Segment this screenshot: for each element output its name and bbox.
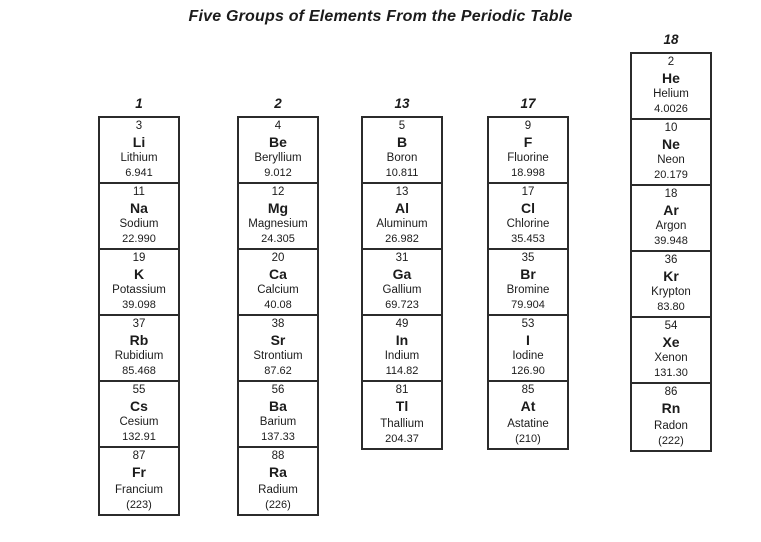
element-cell [363,382,441,448]
element-name: Francium [115,483,163,496]
atomic-number: 87 [132,450,146,462]
element-name: Gallium [382,284,422,297]
element-symbol: Ga [392,265,412,282]
atomic-number: 38 [271,318,285,330]
element-cell [363,316,441,382]
element-symbol: In [395,331,409,348]
atomic-mass: 132.91 [122,430,156,443]
atomic-number: 11 [133,186,145,198]
atomic-mass: 39.098 [122,298,156,311]
element-symbol: Fr [132,464,146,481]
element-symbol: Al [395,199,409,216]
atomic-number: 10 [664,122,678,134]
element-cell [363,184,441,250]
element-symbol: B [396,133,408,150]
atomic-number: 36 [664,254,678,266]
element-group-column [630,32,712,452]
element-cell [489,382,567,448]
atomic-mass: 85.468 [122,364,156,377]
atomic-mass: 35.453 [511,232,545,245]
atomic-mass: 22.990 [122,232,156,245]
element-cell [239,382,317,448]
element-name: Thallium [380,417,424,430]
atomic-mass: 18.998 [511,166,545,179]
atomic-number: 5 [398,120,406,132]
atomic-number: 20 [271,252,285,264]
atomic-mass: 87.62 [264,364,292,377]
element-cell [100,250,178,316]
element-symbol: Ar [663,201,679,218]
element-name: Lithium [120,152,158,165]
element-cell [363,250,441,316]
element-cell [100,316,178,382]
element-cell [239,250,317,316]
element-symbol: Xe [662,333,680,350]
element-symbol: Cs [130,397,148,414]
atomic-number: 4 [274,120,282,132]
atomic-number: 9 [524,120,532,132]
element-name: Helium [653,88,689,101]
element-name: Potassium [112,284,166,297]
element-symbol: Ne [662,135,680,152]
element-name: Magnesium [248,218,308,231]
element-cell [489,118,567,184]
element-name: Chlorine [506,218,550,231]
group-number-label: 13 [394,96,410,111]
element-symbol: Rn [661,400,681,417]
atomic-mass: 4.0026 [654,102,688,115]
element-symbol: Ba [269,397,287,414]
atomic-mass: 40.08 [264,298,292,311]
group-number-label: 17 [520,96,536,111]
atomic-mass: 126.90 [511,364,545,377]
atomic-number: 37 [132,318,146,330]
group-number-label: 1 [135,96,143,111]
atomic-mass: 69.723 [385,298,419,311]
atomic-number: 3 [135,120,143,132]
element-symbol: Li [132,133,146,150]
atomic-number: 53 [521,318,535,330]
element-name: Xenon [654,352,688,365]
atomic-mass: 26.982 [385,232,419,245]
element-symbol: Ca [269,265,287,282]
element-cell [363,118,441,184]
atomic-mass: 137.33 [261,430,295,443]
atomic-mass: 20.179 [654,168,688,181]
element-name: Argon [655,220,687,233]
element-name: Strontium [253,350,303,363]
element-cell [489,184,567,250]
element-symbol: He [662,69,680,86]
atomic-mass: (210) [515,432,541,445]
element-group-column [361,96,443,450]
element-cell [489,250,567,316]
atomic-number: 19 [132,252,146,264]
element-symbol: K [133,265,145,282]
atomic-mass: (222) [658,434,684,447]
element-name: Iodine [512,350,544,363]
atomic-number: 12 [271,186,285,198]
atomic-mass: 204.37 [385,432,419,445]
element-symbol: Tl [395,398,409,415]
atomic-number: 31 [395,252,409,264]
element-cell [239,184,317,250]
element-cell [239,316,317,382]
atomic-number: 49 [395,318,409,330]
element-name: Cesium [119,416,159,429]
element-cell [100,448,178,514]
element-cell [632,54,710,120]
element-cell [632,384,710,450]
atomic-mass: 114.82 [385,364,419,377]
atomic-number: 35 [521,252,535,264]
element-name: Astatine [507,417,549,430]
element-symbol: Kr [663,267,679,284]
group-boxes [237,116,319,516]
atomic-mass: 79.904 [511,298,545,311]
element-cell [489,316,567,382]
element-symbol: Na [130,199,148,216]
atomic-number: 54 [664,320,678,332]
group-boxes [487,116,569,450]
element-name: Radon [654,419,688,432]
element-cell [632,120,710,186]
element-name: Calcium [257,284,299,297]
element-name: Sodium [119,218,159,231]
element-name: Beryllium [254,152,302,165]
atomic-number: 86 [664,386,678,398]
element-cell [632,186,710,252]
element-symbol: At [520,398,536,415]
group-boxes [630,52,712,452]
element-cell [100,184,178,250]
element-name: Rubidium [114,350,164,363]
atomic-mass: 83.80 [657,300,685,313]
atomic-mass: 9.012 [264,166,292,179]
element-name: Fluorine [507,152,549,165]
element-symbol: Ra [269,464,287,481]
element-name: Neon [657,154,685,167]
diagram-title: Five Groups of Elements From the Periodic Table [188,8,573,25]
atomic-number: 18 [664,188,678,200]
atomic-mass: (226) [265,498,291,511]
element-group-column [237,96,319,516]
atomic-mass: 131.30 [654,366,688,379]
element-cell [632,252,710,318]
element-symbol: Br [520,265,536,282]
atomic-mass: (223) [126,498,152,511]
element-symbol: Mg [267,199,289,216]
element-cell [632,318,710,384]
element-name: Krypton [651,286,691,299]
element-group-column [487,96,569,450]
element-name: Indium [384,350,420,363]
element-symbol: Be [269,133,287,150]
element-cell [239,118,317,184]
element-symbol: Sr [270,331,286,348]
element-symbol: F [523,133,533,150]
element-name: Radium [258,483,298,496]
element-cell [100,382,178,448]
atomic-mass: 39.948 [654,234,688,247]
atomic-number: 13 [395,186,409,198]
atomic-mass: 24.305 [261,232,295,245]
group-number-label: 2 [274,96,282,111]
atomic-number: 88 [271,450,285,462]
element-symbol: I [526,331,530,348]
atomic-number: 85 [521,384,535,396]
atomic-number: 17 [521,186,535,198]
element-name: Aluminum [376,218,428,231]
atomic-number: 2 [667,56,675,68]
element-name: Boron [386,152,418,165]
element-symbol: Rb [129,331,149,348]
group-boxes [98,116,180,516]
element-cell [100,118,178,184]
atomic-mass: 6.941 [125,166,153,179]
atomic-number: 81 [395,384,409,396]
atomic-number: 55 [132,384,146,396]
atomic-number: 56 [271,384,285,396]
element-symbol: Cl [521,199,535,216]
element-name: Barium [259,416,297,429]
element-name: Bromine [506,284,550,297]
element-cell [239,448,317,514]
group-number-label: 18 [663,32,679,47]
element-group-column [98,96,180,516]
atomic-mass: 10.811 [385,166,419,179]
group-boxes [361,116,443,450]
